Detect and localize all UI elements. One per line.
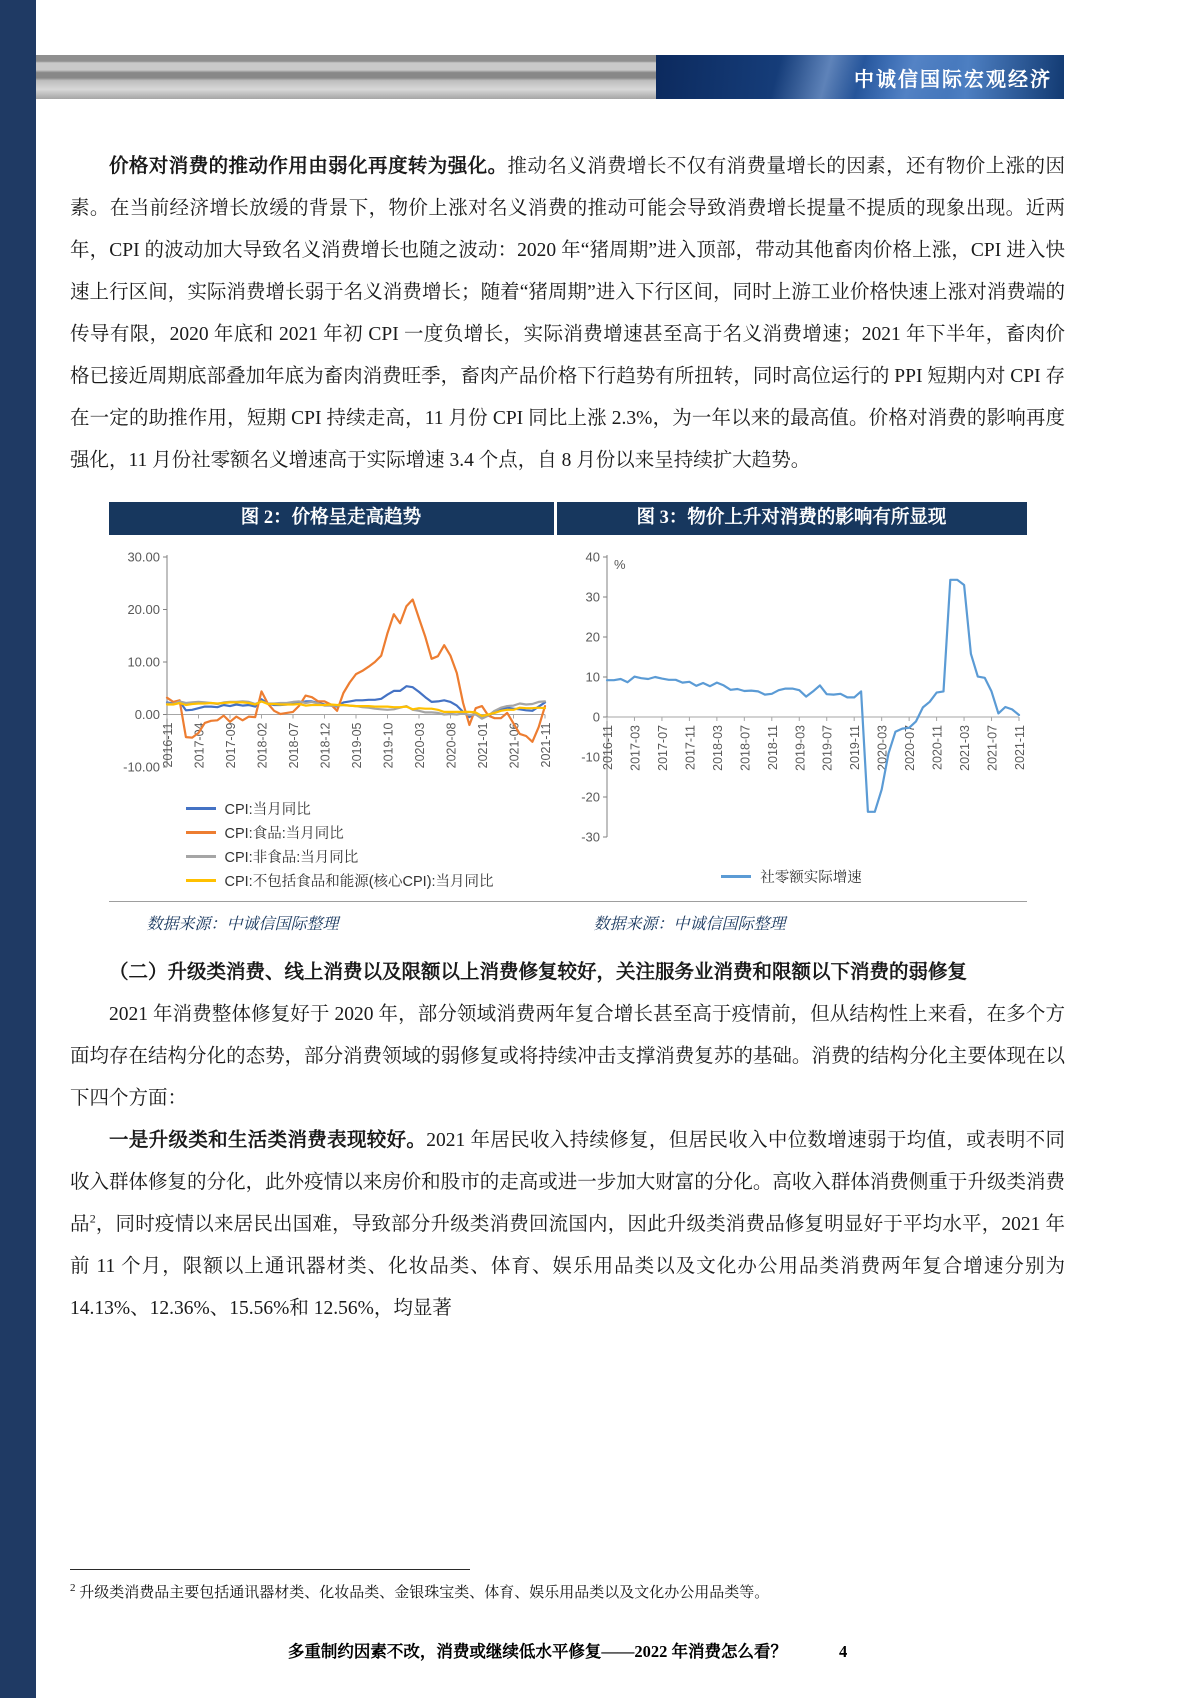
figure-source-row	[109, 901, 1027, 936]
svg-text:2017-04: 2017-04	[192, 722, 206, 769]
svg-text:2020-03: 2020-03	[875, 725, 890, 771]
footnote-divider	[70, 1569, 470, 1570]
figure3-cell	[557, 543, 1027, 888]
header-gray-band	[36, 55, 656, 99]
svg-text:-30: -30	[580, 829, 600, 845]
page-footer	[70, 1638, 1065, 1662]
svg-text:20.00: 20.00	[126, 602, 160, 617]
figure2-title: 图 2：价格呈走高趋势	[109, 502, 554, 535]
figure3-title: 图 3：物价上升对消费的影响有所显现	[557, 502, 1027, 535]
legend-label: CPI:非食品:当月同比	[224, 849, 359, 866]
point1-body-b: ，同时疫情以来居民出国难，导致部分升级类消费回流国内，因此升级类消费品修复明显好于平均水平，2021 年前 11 个月，限额以上通讯器材类、化妆品类、体育、娱乐用品类以及文化办公用品类消费两年复合增速分别为 14.13%、12.36%、15.56%和 12.56%，均显著	[70, 1214, 1065, 1319]
figure-block	[109, 502, 1027, 936]
page-number: 4	[838, 1642, 848, 1661]
paragraph-price-effect	[70, 146, 1065, 482]
svg-text:2019-03: 2019-03	[792, 725, 807, 771]
legend-item	[186, 820, 554, 844]
svg-text:2018-07: 2018-07	[286, 722, 301, 769]
legend-label: CPI:不包括食品和能源(核心CPI):当月同比	[224, 873, 494, 890]
svg-text:2017-11: 2017-11	[682, 725, 697, 770]
svg-text:2021-01: 2021-01	[475, 722, 490, 769]
svg-text:2016-11: 2016-11	[600, 725, 615, 770]
paragraph-point1	[70, 1120, 1065, 1330]
figure3-source: 数据来源：中诚信国际整理	[593, 916, 786, 933]
svg-text:2017-07: 2017-07	[655, 725, 670, 771]
figure3-line-chart	[557, 543, 1027, 855]
svg-text:%: %	[613, 557, 626, 572]
svg-text:2020-08: 2020-08	[444, 722, 458, 769]
series-swatch	[186, 855, 216, 858]
paragraph-body: 推动名义消费增长不仅有消费量增长的因素，还有物价上涨的因素。在当前经济增长放缓的背景下，物价上涨对名义消费的推动可能会导致消费增长提量不提质的现象出现。近两年，CPI 的波动加大导致名义消费增长也随之波动：2020 年“猪周期”进入顶部，带动其他畜肉价格上涨，CPI 进入快速上行区间，实际消费增长弱于名义消费增长；随着“猪周期”进入下行区间，同时上游工业价格快速上涨对消费端的传导有限，2020 年底和 2021 年初 CPI 一度负增长，实际消费增速甚至高于名义消费增速；2021 年下半年，畜肉价格已接近周期底部叠加年底为畜肉消费旺季，畜肉产品价格下行趋势有所扭转，同时高位运行的 PPI 短期内对 CPI 存在一定的助推作用，短期 CPI 持续走高，11 月份 CPI 同比上涨 2.3%，为一年以来的最高值。价格对消费的影响再度强化，11 月份社零额名义增速高于实际增速 3.4 个点，自 8 月份以来呈持续扩大趋势。	[70, 156, 1065, 471]
svg-text:2018-03: 2018-03	[710, 725, 725, 771]
svg-text:2018-12: 2018-12	[318, 722, 332, 769]
report-body	[70, 146, 1065, 1330]
svg-text:2017-09: 2017-09	[223, 722, 238, 769]
series-swatch	[186, 807, 216, 810]
svg-text:2019-10: 2019-10	[381, 722, 395, 769]
figure2-line-chart	[109, 543, 554, 789]
header-banner	[656, 55, 1064, 99]
legend-label: CPI:当月同比	[224, 801, 311, 818]
point1-lead: 一是升级类和生活类消费表现较好。	[109, 1130, 427, 1151]
section2-heading: （二）升级类消费、线上消费以及限额以上消费修复较好，关注服务业消费和限额以下消费的弱修复	[109, 962, 968, 983]
figure2-legend	[186, 796, 554, 892]
left-margin-stripe	[0, 0, 36, 1698]
figure2-cell	[109, 543, 554, 892]
svg-text:2020-11: 2020-11	[930, 725, 945, 770]
svg-text:2020-07: 2020-07	[902, 725, 917, 771]
svg-text:2018-07: 2018-07	[737, 725, 752, 771]
footnote-text: 升级类消费品主要包括通讯器材类、化妆品类、金银珠宝类、体育、娱乐用品类以及文化办公用品类等。	[79, 1584, 770, 1601]
svg-text:30.00: 30.00	[126, 549, 160, 565]
legend-item	[186, 796, 554, 820]
footnote-reference: 2	[89, 1211, 96, 1226]
legend-label: CPI:食品:当月同比	[224, 825, 344, 842]
svg-text:2019-11: 2019-11	[847, 725, 862, 770]
svg-text:2021-11: 2021-11	[538, 722, 553, 768]
svg-text:-10: -10	[580, 749, 600, 765]
legend-item	[186, 868, 554, 892]
figure3-legend	[557, 864, 1027, 888]
page-header	[36, 55, 1064, 99]
footnote-area	[70, 1569, 1065, 1607]
svg-text:2021-03: 2021-03	[957, 725, 972, 771]
svg-text:0.00: 0.00	[134, 707, 160, 722]
point1-body-a: 2021 年居民收入持续修复，但居民收入中位数增速弱于均值，或表明不同收入群体修复的分化，此外疫情以来房价和股市的走高或进一步加大财富的分化。高收入群体消费侧重于升级类消费品	[70, 1130, 1065, 1235]
svg-text:30: 30	[585, 589, 600, 605]
series-swatch	[186, 879, 216, 882]
svg-text:2021-06: 2021-06	[507, 722, 521, 769]
brand-title: 中诚信国际宏观经济	[854, 68, 1052, 91]
svg-text:2018-11: 2018-11	[765, 725, 780, 770]
svg-text:2016-11: 2016-11	[160, 722, 175, 768]
svg-text:2021-07: 2021-07	[985, 725, 1000, 771]
svg-text:2019-07: 2019-07	[820, 725, 835, 771]
svg-text:20: 20	[585, 629, 600, 645]
svg-text:10: 10	[585, 669, 600, 685]
legend-item	[186, 844, 554, 868]
svg-text:10.00: 10.00	[126, 654, 160, 670]
legend-label: 社零额实际增速	[760, 869, 862, 886]
svg-text:2021-11: 2021-11	[1012, 725, 1027, 770]
footnote-number: 2	[70, 1581, 76, 1594]
svg-text:-10.00: -10.00	[122, 759, 160, 775]
svg-text:40: 40	[585, 549, 600, 565]
figure-title-row	[109, 502, 1027, 535]
legend-item	[721, 864, 862, 888]
paragraph-2021-overview: 2021 年消费整体修复好于 2020 年，部分领域消费两年复合增长甚至高于疫情前，但从结构性上来看，在多个方面均存在结构分化的态势，部分消费领域的弱修复或将持续冲击支撑消费复苏的基础。消费的结构分化主要体现在以下四个方面：	[70, 1004, 1065, 1109]
figure2-source: 数据来源：中诚信国际整理	[146, 916, 339, 933]
footer-report-title: 多重制约因素不改，消费或继续低水平修复——2022 年消费怎么看？	[287, 1642, 787, 1661]
svg-text:2018-02: 2018-02	[255, 722, 269, 769]
svg-text:2019-05: 2019-05	[349, 722, 364, 769]
paragraph-lead: 价格对消费的推动作用由弱化再度转为强化。	[109, 156, 508, 177]
svg-text:2020-03: 2020-03	[412, 722, 427, 769]
svg-text:2017-03: 2017-03	[627, 725, 642, 771]
svg-text:0: 0	[592, 709, 600, 725]
figure-chart-row	[109, 543, 1027, 893]
series-swatch	[721, 875, 751, 878]
svg-text:-20: -20	[580, 789, 600, 805]
footnote-text-line	[70, 1579, 1065, 1607]
series-swatch	[186, 831, 216, 834]
